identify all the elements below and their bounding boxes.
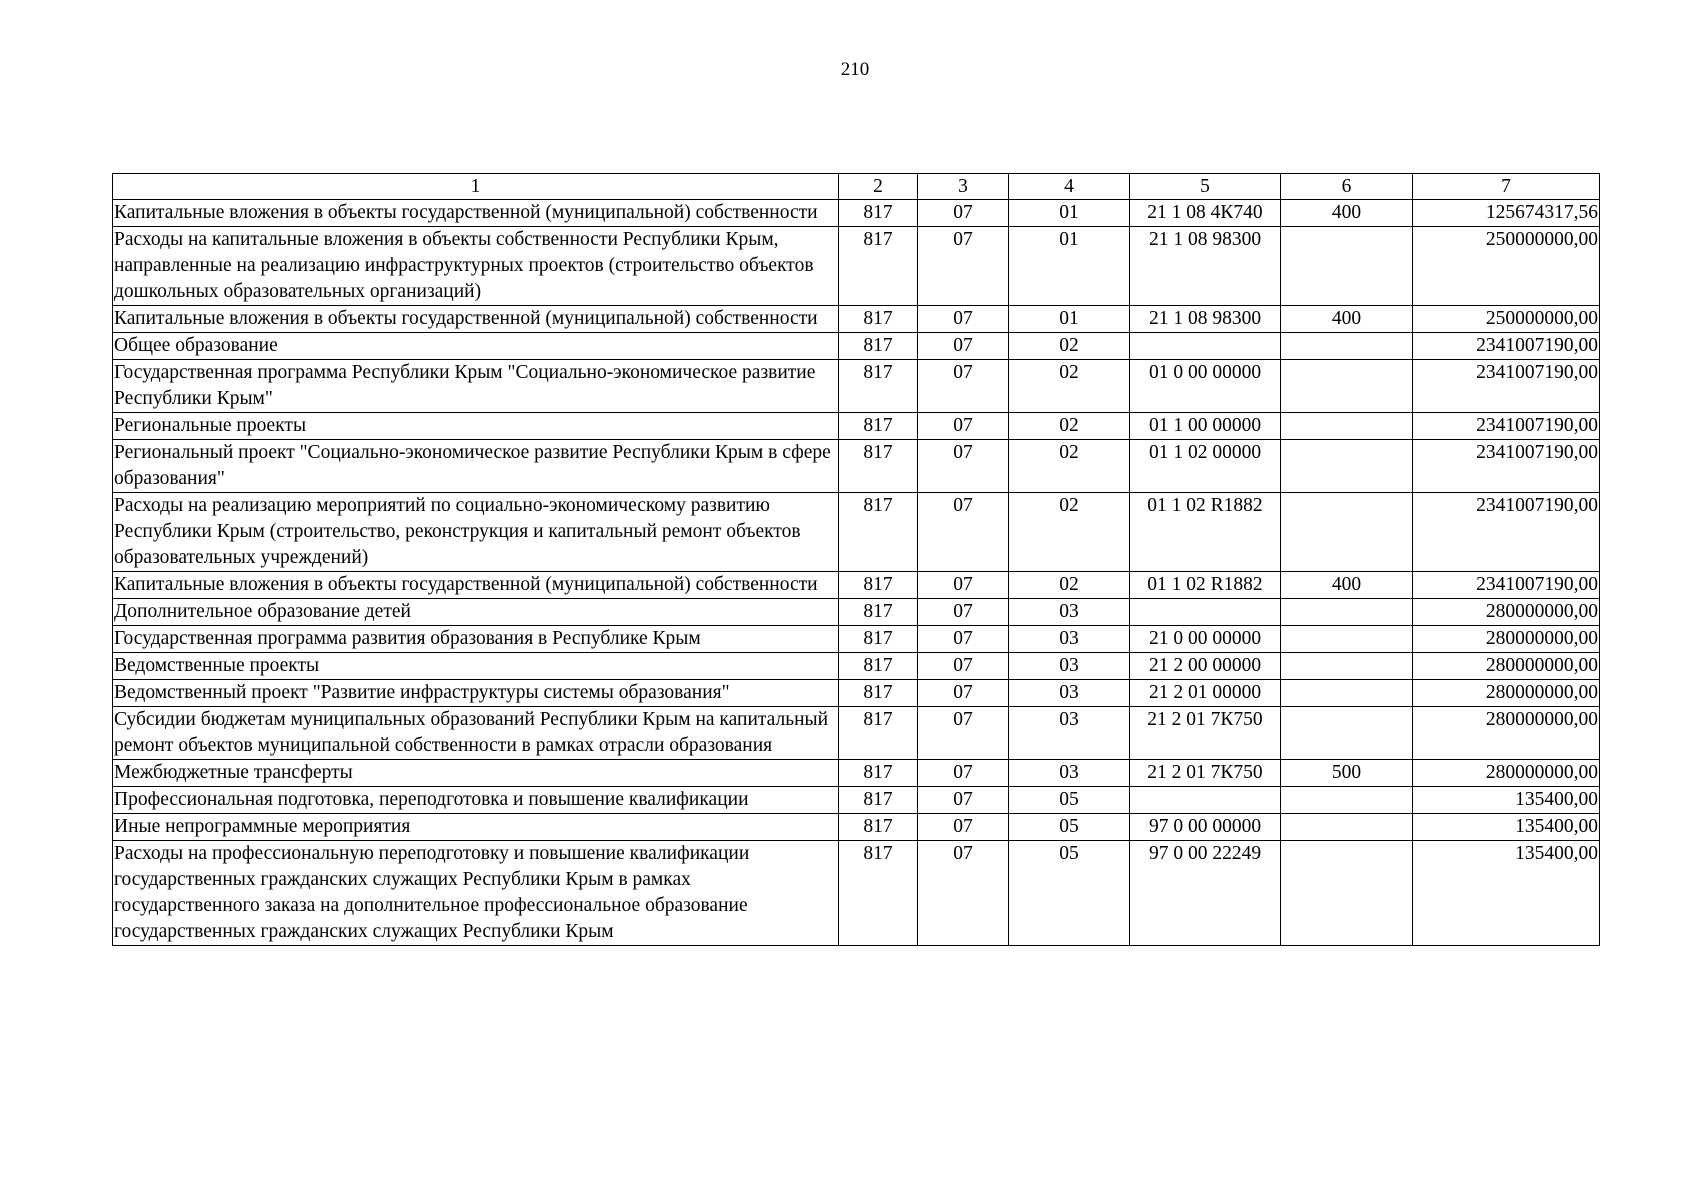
column-header: 1 <box>113 174 839 200</box>
section-code-cell: 07 <box>918 680 1009 707</box>
item-name-cell: Расходы на капитальные вложения в объекты собственности Республики Крым, направленные на реализацию инфраструктурных проектов (строительство объектов дошкольных образовательных организаций) <box>113 227 839 306</box>
item-name-cell: Иные непрограммные мероприятия <box>113 814 839 841</box>
amount-cell: 135400,00 <box>1413 841 1600 946</box>
section-code-cell: 07 <box>918 413 1009 440</box>
table-row <box>113 814 1600 841</box>
target-article-cell: 21 2 01 00000 <box>1130 680 1281 707</box>
expense-type-cell <box>1281 653 1413 680</box>
target-article-cell: 01 1 02 R1882 <box>1130 493 1281 572</box>
expense-type-cell: 500 <box>1281 760 1413 787</box>
item-name-cell: Общее образование <box>113 333 839 360</box>
subsection-code-cell: 02 <box>1009 333 1130 360</box>
subsection-code-cell: 01 <box>1009 306 1130 333</box>
table-row <box>113 227 1600 306</box>
expense-type-cell <box>1281 413 1413 440</box>
amount-cell: 280000000,00 <box>1413 760 1600 787</box>
expense-type-cell <box>1281 814 1413 841</box>
expense-type-cell <box>1281 227 1413 306</box>
target-article-cell <box>1130 787 1281 814</box>
expense-type-cell <box>1281 707 1413 760</box>
target-article-cell: 01 1 02 00000 <box>1130 440 1281 493</box>
subsection-code-cell: 02 <box>1009 572 1130 599</box>
column-header: 3 <box>918 174 1009 200</box>
section-code-cell: 07 <box>918 599 1009 626</box>
department-code-cell: 817 <box>839 599 918 626</box>
page-number: 210 <box>840 59 870 80</box>
department-code-cell: 817 <box>839 440 918 493</box>
table-row <box>113 626 1600 653</box>
subsection-code-cell: 03 <box>1009 653 1130 680</box>
department-code-cell: 817 <box>839 653 918 680</box>
expense-type-cell <box>1281 493 1413 572</box>
target-article-cell: 97 0 00 22249 <box>1130 841 1281 946</box>
target-article-cell: 97 0 00 00000 <box>1130 814 1281 841</box>
table-row <box>113 413 1600 440</box>
item-name-cell: Ведомственные проекты <box>113 653 839 680</box>
item-name-cell: Ведомственный проект "Развитие инфраструктуры системы образования" <box>113 680 839 707</box>
table-row <box>113 440 1600 493</box>
item-name-cell: Расходы на профессиональную переподготовку и повышение квалификации государственных гражданских служащих Республики Крым в рамках государственного заказа на дополнительное профессиональное образование государственных гражданских служащих Республики Крым <box>113 841 839 946</box>
section-code-cell: 07 <box>918 760 1009 787</box>
item-name-cell: Региональный проект "Социально-экономическое развитие Республики Крым в сфере образования" <box>113 440 839 493</box>
target-article-cell: 21 1 08 98300 <box>1130 306 1281 333</box>
target-article-cell: 21 1 08 98300 <box>1130 227 1281 306</box>
amount-cell: 280000000,00 <box>1413 599 1600 626</box>
target-article-cell: 21 2 00 00000 <box>1130 653 1281 680</box>
target-article-cell: 01 0 00 00000 <box>1130 360 1281 413</box>
subsection-code-cell: 02 <box>1009 360 1130 413</box>
item-name-cell: Государственная программа Республики Крым "Социально-экономическое развитие Республики Крым" <box>113 360 839 413</box>
expense-type-cell <box>1281 680 1413 707</box>
amount-cell: 2341007190,00 <box>1413 572 1600 599</box>
table-row <box>113 599 1600 626</box>
target-article-cell <box>1130 599 1281 626</box>
department-code-cell: 817 <box>839 200 918 227</box>
table-row <box>113 707 1600 760</box>
item-name-cell: Дополнительное образование детей <box>113 599 839 626</box>
header-row <box>113 174 1600 200</box>
subsection-code-cell: 01 <box>1009 227 1130 306</box>
department-code-cell: 817 <box>839 707 918 760</box>
department-code-cell: 817 <box>839 680 918 707</box>
amount-cell: 250000000,00 <box>1413 227 1600 306</box>
table-row <box>113 787 1600 814</box>
department-code-cell: 817 <box>839 360 918 413</box>
department-code-cell: 817 <box>839 814 918 841</box>
amount-cell: 250000000,00 <box>1413 306 1600 333</box>
subsection-code-cell: 02 <box>1009 493 1130 572</box>
department-code-cell: 817 <box>839 760 918 787</box>
table-row <box>113 653 1600 680</box>
expense-type-cell <box>1281 626 1413 653</box>
department-code-cell: 817 <box>839 493 918 572</box>
item-name-cell: Расходы на реализацию мероприятий по социально-экономическому развитию Республики Крым (строительство, реконструкция и капитальный ремонт объектов образовательных учреждений) <box>113 493 839 572</box>
target-article-cell <box>1130 333 1281 360</box>
item-name-cell: Государственная программа развития образования в Республике Крым <box>113 626 839 653</box>
department-code-cell: 817 <box>839 333 918 360</box>
amount-cell: 2341007190,00 <box>1413 493 1600 572</box>
section-code-cell: 07 <box>918 841 1009 946</box>
target-article-cell: 21 1 08 4К740 <box>1130 200 1281 227</box>
expense-type-cell: 400 <box>1281 200 1413 227</box>
table-row <box>113 200 1600 227</box>
item-name-cell: Региональные проекты <box>113 413 839 440</box>
column-header: 7 <box>1413 174 1600 200</box>
section-code-cell: 07 <box>918 333 1009 360</box>
section-code-cell: 07 <box>918 626 1009 653</box>
amount-cell: 2341007190,00 <box>1413 413 1600 440</box>
table-row <box>113 572 1600 599</box>
subsection-code-cell: 03 <box>1009 760 1130 787</box>
subsection-code-cell: 02 <box>1009 440 1130 493</box>
department-code-cell: 817 <box>839 227 918 306</box>
table-row <box>113 760 1600 787</box>
subsection-code-cell: 03 <box>1009 599 1130 626</box>
subsection-code-cell: 05 <box>1009 814 1130 841</box>
section-code-cell: 07 <box>918 360 1009 413</box>
amount-cell: 280000000,00 <box>1413 707 1600 760</box>
section-code-cell: 07 <box>918 653 1009 680</box>
section-code-cell: 07 <box>918 814 1009 841</box>
column-header: 2 <box>839 174 918 200</box>
amount-cell: 2341007190,00 <box>1413 440 1600 493</box>
section-code-cell: 07 <box>918 200 1009 227</box>
section-code-cell: 07 <box>918 707 1009 760</box>
amount-cell: 280000000,00 <box>1413 626 1600 653</box>
section-code-cell: 07 <box>918 787 1009 814</box>
table-row <box>113 360 1600 413</box>
amount-cell: 135400,00 <box>1413 787 1600 814</box>
column-header: 5 <box>1130 174 1281 200</box>
department-code-cell: 817 <box>839 306 918 333</box>
target-article-cell: 01 1 00 00000 <box>1130 413 1281 440</box>
department-code-cell: 817 <box>839 572 918 599</box>
expense-type-cell <box>1281 841 1413 946</box>
department-code-cell: 817 <box>839 841 918 946</box>
department-code-cell: 817 <box>839 413 918 440</box>
amount-cell: 125674317,56 <box>1413 200 1600 227</box>
item-name-cell: Профессиональная подготовка, переподготовка и повышение квалификации <box>113 787 839 814</box>
section-code-cell: 07 <box>918 572 1009 599</box>
section-code-cell: 07 <box>918 493 1009 572</box>
section-code-cell: 07 <box>918 306 1009 333</box>
expense-type-cell <box>1281 787 1413 814</box>
item-name-cell: Капитальные вложения в объекты государственной (муниципальной) собственности <box>113 306 839 333</box>
subsection-code-cell: 05 <box>1009 787 1130 814</box>
table-row <box>113 306 1600 333</box>
department-code-cell: 817 <box>839 787 918 814</box>
target-article-cell: 21 2 01 7К750 <box>1130 707 1281 760</box>
expense-type-cell <box>1281 360 1413 413</box>
subsection-code-cell: 03 <box>1009 680 1130 707</box>
amount-cell: 280000000,00 <box>1413 653 1600 680</box>
table-row <box>113 493 1600 572</box>
item-name-cell: Капитальные вложения в объекты государственной (муниципальной) собственности <box>113 572 839 599</box>
table-row <box>113 680 1600 707</box>
column-header: 4 <box>1009 174 1130 200</box>
subsection-code-cell: 02 <box>1009 413 1130 440</box>
expense-type-cell: 400 <box>1281 306 1413 333</box>
amount-cell: 2341007190,00 <box>1413 333 1600 360</box>
item-name-cell: Межбюджетные трансферты <box>113 760 839 787</box>
section-code-cell: 07 <box>918 227 1009 306</box>
subsection-code-cell: 03 <box>1009 707 1130 760</box>
subsection-code-cell: 01 <box>1009 200 1130 227</box>
subsection-code-cell: 05 <box>1009 841 1130 946</box>
amount-cell: 2341007190,00 <box>1413 360 1600 413</box>
target-article-cell: 21 2 01 7К750 <box>1130 760 1281 787</box>
expense-type-cell: 400 <box>1281 572 1413 599</box>
expense-type-cell <box>1281 599 1413 626</box>
expense-type-cell <box>1281 440 1413 493</box>
expense-type-cell <box>1281 333 1413 360</box>
table-row <box>113 841 1600 946</box>
column-header: 6 <box>1281 174 1413 200</box>
target-article-cell: 21 0 00 00000 <box>1130 626 1281 653</box>
table-row <box>113 333 1600 360</box>
section-code-cell: 07 <box>918 440 1009 493</box>
item-name-cell: Капитальные вложения в объекты государственной (муниципальной) собственности <box>113 200 839 227</box>
amount-cell: 280000000,00 <box>1413 680 1600 707</box>
department-code-cell: 817 <box>839 626 918 653</box>
item-name-cell: Субсидии бюджетам муниципальных образований Республики Крым на капитальный ремонт объектов муниципальной собственности в рамках отрасли образования <box>113 707 839 760</box>
amount-cell: 135400,00 <box>1413 814 1600 841</box>
subsection-code-cell: 03 <box>1009 626 1130 653</box>
target-article-cell: 01 1 02 R1882 <box>1130 572 1281 599</box>
budget-table <box>112 173 1600 946</box>
